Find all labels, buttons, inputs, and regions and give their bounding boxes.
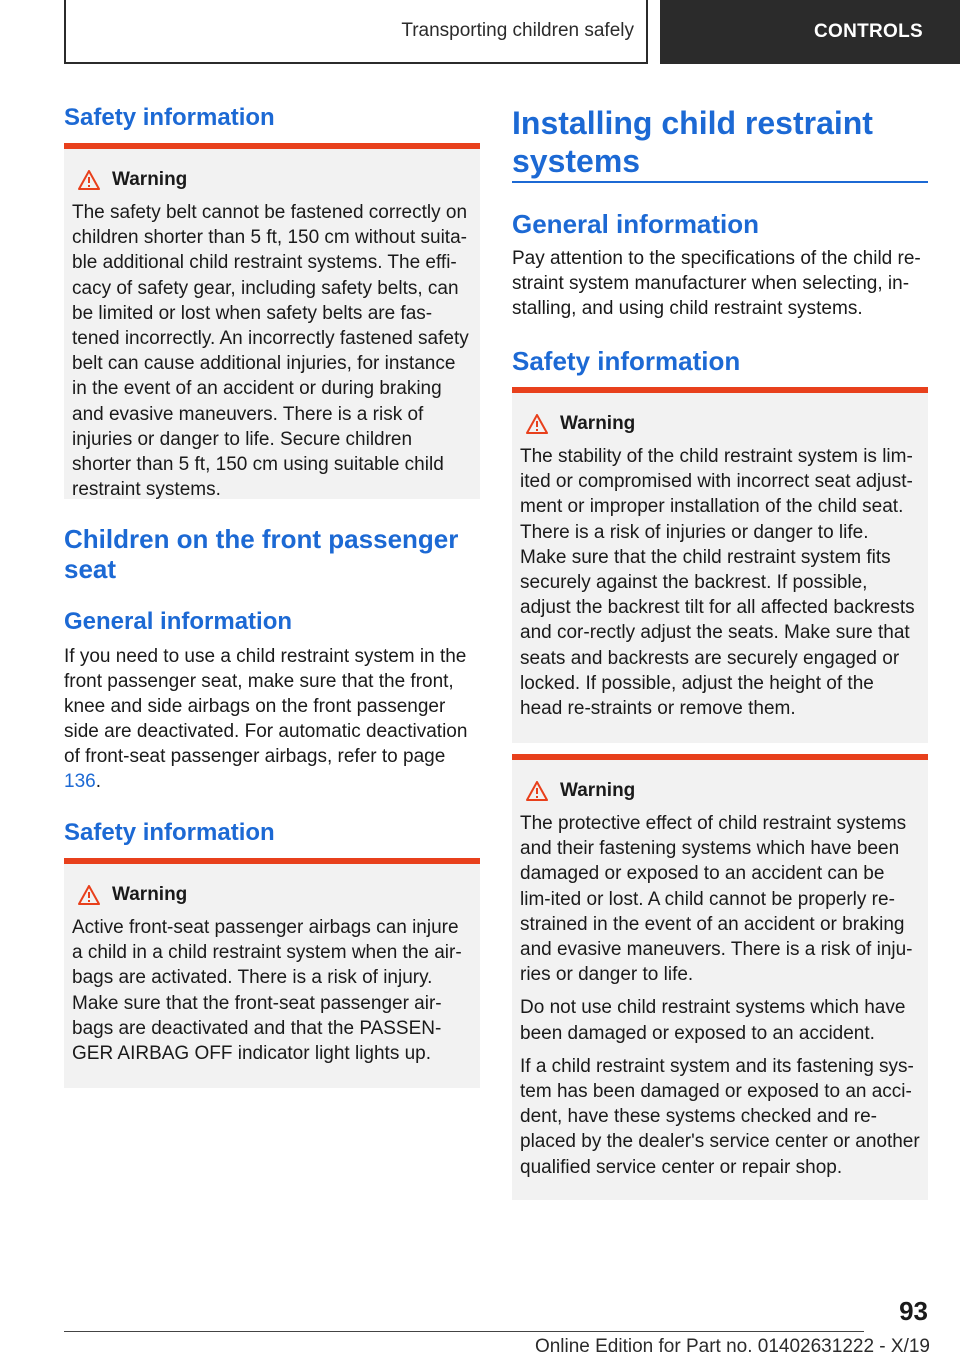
- children-front-seat-heading: Children on the front passenger seat: [64, 524, 459, 584]
- right-general-text: Pay attention to the specifications of the child re-straint system manufacturer when selecting, in-stalling, and using child restraint systems.: [512, 248, 921, 319]
- header-chapter-title: CONTROLS: [814, 21, 924, 42]
- warning-text: The stability of the child restraint system is lim-ited or compromised with incorrect seat adjust-ment or improper installation of the child seat. There is a risk of injuries or danger to life. Make sure that the child restraint system fits securely against the backrest. If possible, adjust the backrest tilt for all affected backrests and cor-rectly adjust the seats. Make sure that seats and backrests are securely engaged or locked. If possible, adjust the height of the head re-straints or remove them.: [520, 446, 915, 720]
- header-chapter-tab: [660, 0, 960, 64]
- left-warning-box-1: [64, 143, 480, 499]
- right-safety-heading: Safety information: [512, 346, 741, 376]
- heading-divider: [512, 181, 928, 183]
- warning-triangle-icon: [78, 885, 100, 905]
- warning-text-p3: If a child restraint system and its fastening sys-tem has been damaged or exposed to an acci-dent, have these systems checked and re-placed by the dealer's service center or another qualified service center or repair shop.: [520, 1055, 920, 1178]
- left-safety-heading-2: Safety information: [64, 819, 275, 846]
- header-section-tab: [64, 0, 648, 64]
- right-general-heading: General information: [512, 209, 760, 239]
- warning-text: Active front-seat passenger airbags can injure a child in a child restraint system when the air-bags are activated. There is a risk of injury. Make sure that the front-seat passenger air-bags are deactivated and that the PASSEN-GER AIRBAG OFF indicator light lights up.: [72, 917, 462, 1065]
- warning-triangle-icon: [78, 170, 100, 190]
- footer-divider: [64, 1331, 864, 1332]
- footer-edition: Online Edition for Part no. 01402631222 - X/19: [534, 1336, 930, 1357]
- warning-title: Warning: [520, 778, 920, 803]
- left-general-heading: General information: [64, 608, 293, 635]
- warning-triangle-icon: [526, 414, 548, 434]
- left-general-text: If you need to use a child restraint system in the front passenger seat, make sure that the front, knee and side airbags on the front passenger side are deactivated. For automatic deactivation of front-seat passenger airbags, refer to page 136.: [64, 646, 468, 792]
- page-number: 93: [899, 1296, 928, 1326]
- left-safety-heading-1: Safety information: [64, 104, 275, 131]
- right-warning-box-1: [512, 387, 928, 743]
- warning-triangle-icon: [526, 781, 548, 801]
- warning-title: Warning: [72, 167, 472, 192]
- warning-text-p1: The protective effect of child restraint systems and their fastening systems which have been damaged or exposed to an accident can be lim-ited or lost. A child cannot be properly re-strained in the event of an accident or braking and evasive maneuvers. There is a risk of inju-ries or danger to life.: [520, 813, 913, 986]
- install-heading: Installing child restraint systems: [512, 105, 873, 179]
- warning-title: Warning: [520, 411, 920, 436]
- warning-title: Warning: [72, 882, 472, 907]
- right-warning-box-2: [512, 754, 928, 1200]
- warning-text-p2: Do not use child restraint systems which have been damaged or exposed to an accident.: [520, 997, 906, 1044]
- header-section-title: Transporting children safely: [401, 20, 634, 41]
- warning-text: The safety belt cannot be fastened correctly on children shorter than 5 ft, 150 cm without suita-ble additional child restraint systems. The effi-cacy of safety gear, including safety belts, can be limited or lost when safety belts are fas-tened incorrectly. An incorrectly fastened safety belt can cause additional injuries, for instance in the event of an accident or during braking and evasive maneuvers. There is a risk of injuries or danger to life. Secure children shorter than 5 ft, 150 cm using suitable child restraint systems.: [72, 202, 469, 501]
- left-warning-box-2: [64, 858, 480, 1088]
- page-reference-link[interactable]: 136: [64, 771, 96, 792]
